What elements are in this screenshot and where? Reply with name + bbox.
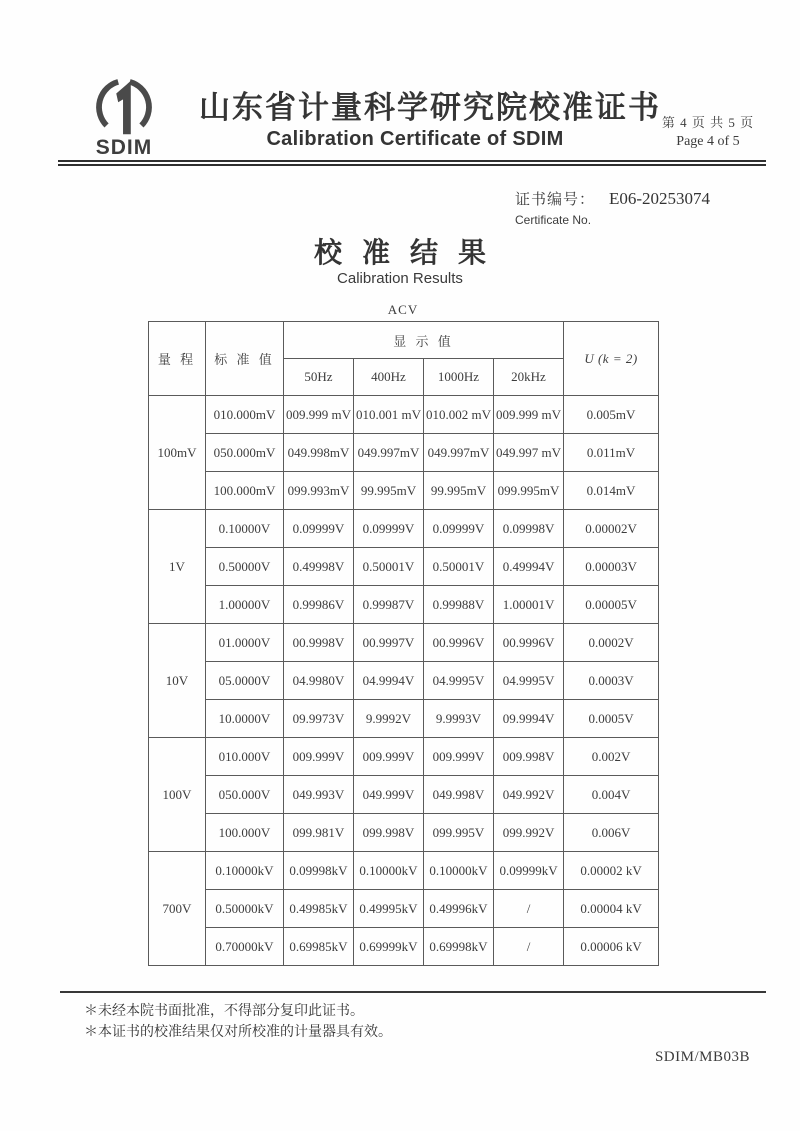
display-value-cell: 0.49996kV bbox=[424, 890, 494, 928]
table-row bbox=[149, 662, 659, 700]
certificate-number: E06-20253074 bbox=[609, 189, 711, 208]
display-value-cell: 0.99987V bbox=[354, 586, 424, 624]
display-value-cell: 00.9997V bbox=[354, 624, 424, 662]
display-value-cell: 04.9995V bbox=[424, 662, 494, 700]
display-value-cell: 0.49985kV bbox=[284, 890, 354, 928]
uncertainty-cell: 0.0002V bbox=[564, 624, 659, 662]
uncertainty-cell: 0.00004 kV bbox=[564, 890, 659, 928]
document-title-zh: 山东省计量科学研究院校准证书 bbox=[199, 90, 661, 125]
display-value-cell: 009.999 mV bbox=[284, 396, 354, 434]
std-value-cell: 100.000mV bbox=[206, 472, 284, 510]
display-value-cell: 99.995mV bbox=[424, 472, 494, 510]
display-value-cell: 09.9973V bbox=[284, 700, 354, 738]
display-value-cell: 099.995V bbox=[424, 814, 494, 852]
display-value-cell: 99.995mV bbox=[354, 472, 424, 510]
certificate-no-label-en: Certificate No. bbox=[515, 213, 592, 227]
table-row bbox=[149, 738, 659, 776]
table-row bbox=[149, 814, 659, 852]
col-header-uncertainty: U (k = 2) bbox=[564, 322, 659, 396]
display-value-cell: 099.993mV bbox=[284, 472, 354, 510]
display-value-cell: 04.9980V bbox=[284, 662, 354, 700]
std-value-cell: 0.10000kV bbox=[206, 852, 284, 890]
std-value-cell: 0.50000kV bbox=[206, 890, 284, 928]
std-value-cell: 1.00000V bbox=[206, 586, 284, 624]
display-value-cell: 049.997 mV bbox=[494, 434, 564, 472]
display-value-cell: 0.49994V bbox=[494, 548, 564, 586]
std-value-cell: 010.000V bbox=[206, 738, 284, 776]
form-code: SDIM/MB03B bbox=[654, 1049, 750, 1065]
table-row bbox=[149, 510, 659, 548]
std-value-cell: 10.0000V bbox=[206, 700, 284, 738]
table-row bbox=[149, 548, 659, 586]
col-header-1000hz: 1000Hz bbox=[424, 359, 494, 396]
page-indicator bbox=[652, 112, 764, 150]
display-value-cell: 009.999V bbox=[284, 738, 354, 776]
col-header-20khz: 20kHz bbox=[494, 359, 564, 396]
document-title-en: Calibration Certificate of SDIM bbox=[266, 128, 564, 150]
page-indicator-zh: 第 4 页 共 5 页 bbox=[661, 115, 755, 130]
display-value-cell: 0.09998V bbox=[494, 510, 564, 548]
section-title-zh: 校准结果 bbox=[313, 238, 506, 269]
std-value-cell: 100.000V bbox=[206, 814, 284, 852]
display-value-cell: 009.999V bbox=[424, 738, 494, 776]
range-cell: 10V bbox=[149, 624, 206, 738]
table-row bbox=[149, 852, 659, 890]
display-value-cell: 00.9998V bbox=[284, 624, 354, 662]
std-value-cell: 0.10000V bbox=[206, 510, 284, 548]
display-value-cell: 0.09999kV bbox=[494, 852, 564, 890]
uncertainty-cell: 0.0003V bbox=[564, 662, 659, 700]
uncertainty-cell: 0.011mV bbox=[564, 434, 659, 472]
col-header-range: 量 程 bbox=[149, 322, 206, 396]
uncertainty-cell: 0.00002 kV bbox=[564, 852, 659, 890]
table-row bbox=[149, 624, 659, 662]
uncertainty-cell: 0.00003V bbox=[564, 548, 659, 586]
display-value-cell: 04.9994V bbox=[354, 662, 424, 700]
footer-note-1: ＊未经本院书面批准，不得部分复印此证书。 bbox=[84, 1004, 364, 1019]
section-title-en: Calibration Results bbox=[337, 270, 463, 287]
certificate-no-label-zh: 证书编号： bbox=[515, 192, 596, 208]
display-value-cell: 04.9995V bbox=[494, 662, 564, 700]
display-value-cell: 009.999V bbox=[354, 738, 424, 776]
table-row bbox=[149, 396, 659, 434]
display-value-cell: 1.00001V bbox=[494, 586, 564, 624]
logo-text: SDIM bbox=[95, 136, 153, 159]
display-value-cell: 0.10000kV bbox=[424, 852, 494, 890]
uncertainty-cell: 0.004V bbox=[564, 776, 659, 814]
std-value-cell: 05.0000V bbox=[206, 662, 284, 700]
uncertainty-cell: 0.002V bbox=[564, 738, 659, 776]
display-value-cell: 0.10000kV bbox=[354, 852, 424, 890]
display-value-cell: / bbox=[494, 890, 564, 928]
display-value-cell: 0.99986V bbox=[284, 586, 354, 624]
table-row bbox=[149, 700, 659, 738]
display-value-cell: 049.997mV bbox=[354, 434, 424, 472]
display-value-cell: 0.09999V bbox=[354, 510, 424, 548]
display-value-cell: 9.9993V bbox=[424, 700, 494, 738]
footer-notes bbox=[84, 1001, 392, 1043]
sdim-logo bbox=[84, 78, 164, 160]
uncertainty-cell: 0.00002V bbox=[564, 510, 659, 548]
display-value-cell: 049.999V bbox=[354, 776, 424, 814]
display-value-cell: 009.999 mV bbox=[494, 396, 564, 434]
uncertainty-cell: 0.0005V bbox=[564, 700, 659, 738]
display-value-cell: 049.993V bbox=[284, 776, 354, 814]
display-value-cell: 049.998mV bbox=[284, 434, 354, 472]
std-value-cell: 050.000V bbox=[206, 776, 284, 814]
col-header-50hz: 50Hz bbox=[284, 359, 354, 396]
display-value-cell: 0.50001V bbox=[354, 548, 424, 586]
std-value-cell: 0.70000kV bbox=[206, 928, 284, 966]
display-value-cell: 0.69998kV bbox=[424, 928, 494, 966]
certificate-number-block bbox=[515, 188, 765, 227]
table-row bbox=[149, 472, 659, 510]
display-value-cell: 099.995mV bbox=[494, 472, 564, 510]
sdim-logo-icon bbox=[92, 78, 156, 140]
table-row bbox=[149, 928, 659, 966]
uncertainty-cell: 0.00006 kV bbox=[564, 928, 659, 966]
display-value-cell: 0.69999kV bbox=[354, 928, 424, 966]
range-cell: 700V bbox=[149, 852, 206, 966]
uncertainty-cell: 0.014mV bbox=[564, 472, 659, 510]
display-value-cell: 09.9994V bbox=[494, 700, 564, 738]
display-value-cell: 099.981V bbox=[284, 814, 354, 852]
std-value-cell: 01.0000V bbox=[206, 624, 284, 662]
uncertainty-cell: 0.006V bbox=[564, 814, 659, 852]
display-value-cell: 9.9992V bbox=[354, 700, 424, 738]
display-value-cell: 0.09999V bbox=[424, 510, 494, 548]
page-indicator-en: Page 4 of 5 bbox=[676, 134, 740, 149]
display-value-cell: 049.998V bbox=[424, 776, 494, 814]
display-value-cell: 0.09998kV bbox=[284, 852, 354, 890]
display-value-cell: / bbox=[494, 928, 564, 966]
display-value-cell: 0.09999V bbox=[284, 510, 354, 548]
display-value-cell: 049.997mV bbox=[424, 434, 494, 472]
display-value-cell: 099.998V bbox=[354, 814, 424, 852]
footer-note-2: ＊本证书的校准结果仅对所校准的计量器具有效。 bbox=[84, 1025, 392, 1040]
header-divider bbox=[58, 160, 766, 166]
display-value-cell: 010.002 mV bbox=[424, 396, 494, 434]
table-caption-acv: ACV bbox=[387, 302, 419, 317]
col-header-standard: 标 准 值 bbox=[206, 322, 284, 396]
display-value-cell: 0.69985kV bbox=[284, 928, 354, 966]
footer-divider bbox=[60, 991, 766, 993]
table-row bbox=[149, 434, 659, 472]
display-value-cell: 049.992V bbox=[494, 776, 564, 814]
range-cell: 100V bbox=[149, 738, 206, 852]
std-value-cell: 050.000mV bbox=[206, 434, 284, 472]
calibration-results-table bbox=[148, 321, 659, 966]
range-cell: 100mV bbox=[149, 396, 206, 510]
display-value-cell: 00.9996V bbox=[494, 624, 564, 662]
uncertainty-cell: 0.005mV bbox=[564, 396, 659, 434]
display-value-cell: 0.49998V bbox=[284, 548, 354, 586]
col-header-display: 显 示 值 bbox=[284, 322, 564, 359]
std-value-cell: 010.000mV bbox=[206, 396, 284, 434]
display-value-cell: 0.49995kV bbox=[354, 890, 424, 928]
uncertainty-cell: 0.00005V bbox=[564, 586, 659, 624]
display-value-cell: 010.001 mV bbox=[354, 396, 424, 434]
col-header-400hz: 400Hz bbox=[354, 359, 424, 396]
table-row bbox=[149, 890, 659, 928]
display-value-cell: 00.9996V bbox=[424, 624, 494, 662]
display-value-cell: 009.998V bbox=[494, 738, 564, 776]
table-row bbox=[149, 776, 659, 814]
range-cell: 1V bbox=[149, 510, 206, 624]
display-value-cell: 099.992V bbox=[494, 814, 564, 852]
std-value-cell: 0.50000V bbox=[206, 548, 284, 586]
display-value-cell: 0.50001V bbox=[424, 548, 494, 586]
table-row bbox=[149, 586, 659, 624]
display-value-cell: 0.99988V bbox=[424, 586, 494, 624]
